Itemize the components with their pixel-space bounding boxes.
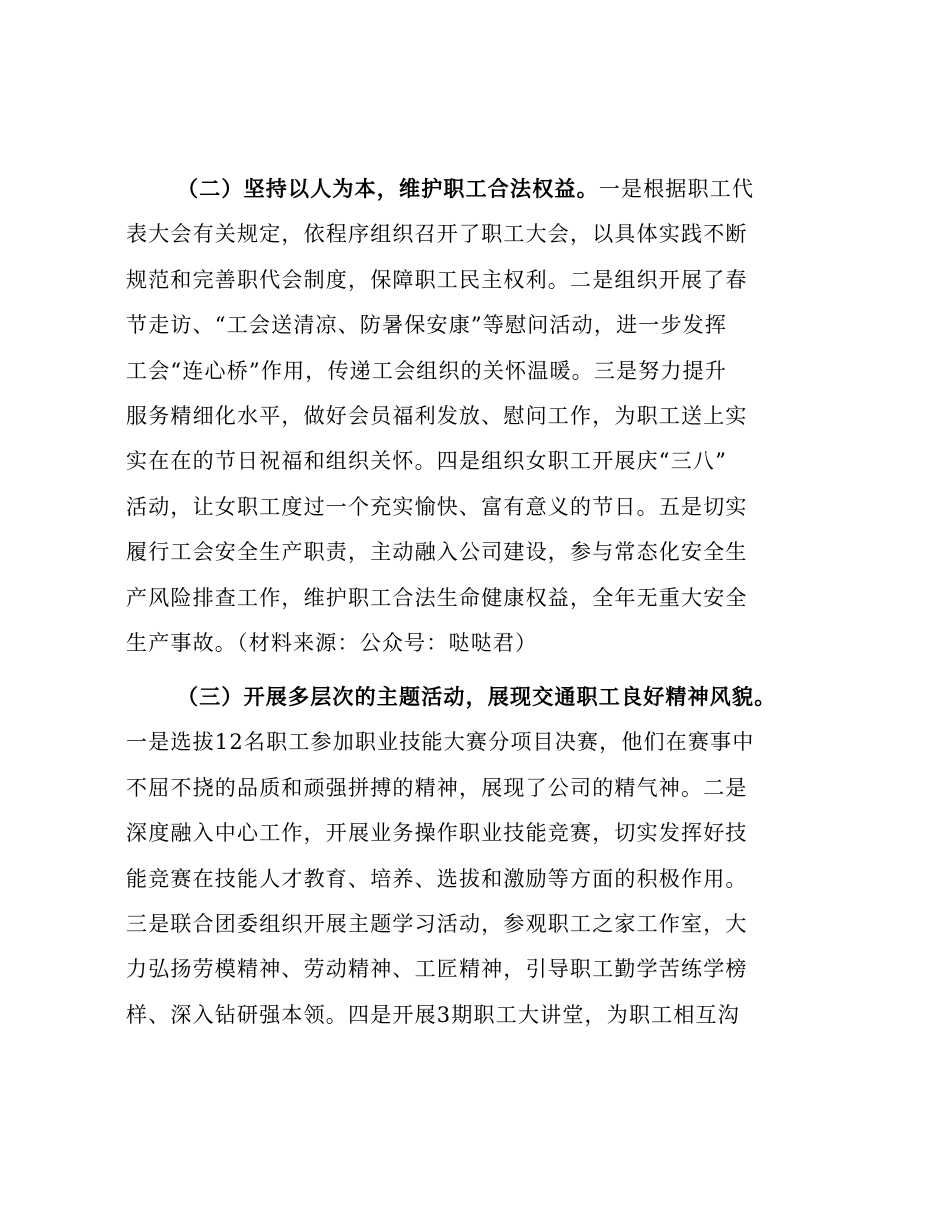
paragraph-line: 服务精细化水平，做好会员福利发放、慰问工作，为职工送上实 [126, 404, 748, 429]
paragraph-line: 能竞赛在技能人才教育、培养、选拔和激励等方面的积极作用。 [126, 866, 748, 891]
paragraph-line: 规范和完善职代会制度，保障职工民主权利。二是组织开展了春 [126, 267, 748, 292]
paragraph-line: 一是选拔12名职工参加职业技能大赛分项目决赛，他们在赛事中 [126, 730, 755, 755]
paragraph-line: 履行工会安全生产职责，主动融入公司建设，参与常态化安全生 [126, 540, 748, 565]
paragraph-line: 工会“连心桥”作用，传递工会组织的关怀温暖。三是努力提升 [126, 358, 728, 383]
paragraph-line: 活动，让女职工度过一个充实愉快、富有意义的节日。五是切实 [126, 494, 748, 519]
paragraph-line: 产风险排查工作，维护职工合法生命健康权益，全年无重大安全 [126, 585, 748, 610]
paragraph-worker-rights [126, 166, 846, 666]
paragraph-line: 节走访、“工会送清凉、防暑保安康”等慰问活动，进一步发挥 [126, 313, 728, 338]
paragraph-line: 三是联合团委组织开展主题学习活动，参观职工之家工作室，大 [126, 912, 748, 937]
paragraph-first-line [126, 674, 846, 720]
paragraph-first-line [126, 166, 846, 212]
paragraph-line: 样、深入钻研强本领。四是开展3期职工大讲堂，为职工相互沟 [126, 1002, 740, 1027]
paragraph-theme-activities [126, 674, 846, 1038]
paragraph-line: 生产事故。（材料来源：公众号：哒哒君） [126, 631, 538, 656]
paragraph-text: 一是根据职工代 [598, 177, 755, 201]
paragraph-line: 不屈不挠的品质和顽强拼搏的精神，展现了公司的精气神。二是 [126, 775, 748, 800]
paragraph-line: 深度融入中心工作，开展业务操作职业技能竞赛，切实发挥好技 [126, 821, 748, 846]
section-heading-2: （二）坚持以人为本，维护职工合法权益。 [177, 176, 599, 201]
paragraph-line: 表大会有关规定，依程序组织召开了职工大会，以具体实践不断 [126, 222, 748, 247]
paragraph-line: 实在在的节日祝福和组织关怀。四是组织女职工开展庆“三八” [126, 449, 728, 474]
paragraph-line: 力弘扬劳模精神、劳动精神、工匠精神，引导职工勤学苦练学榜 [126, 957, 748, 982]
section-heading-3: （三）开展多层次的主题活动，展现交通职工良好精神风貌。 [177, 684, 777, 709]
